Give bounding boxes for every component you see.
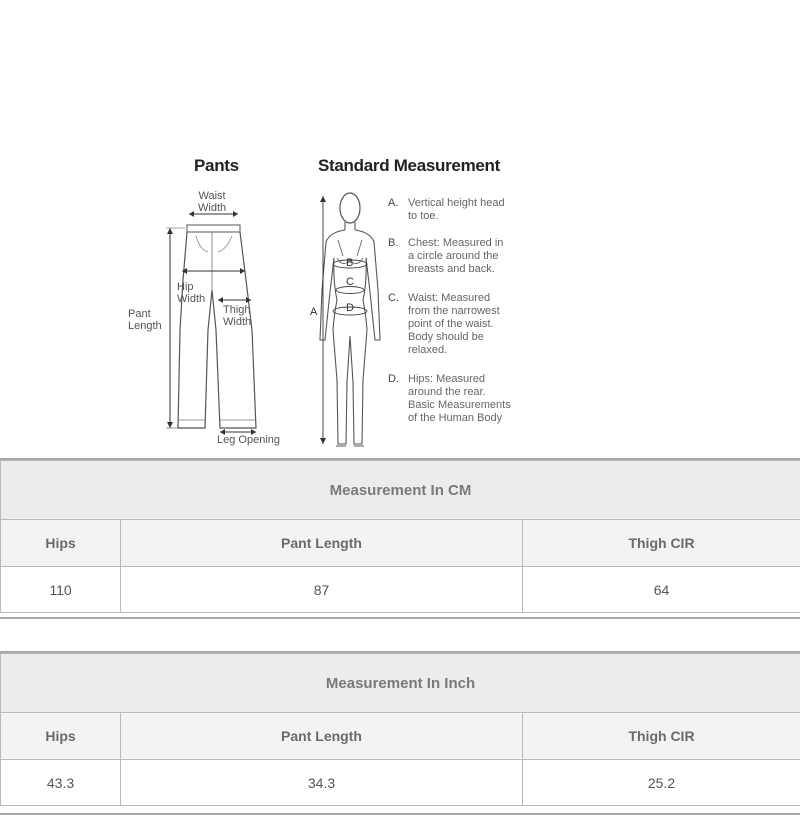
column-header-pant-length: Pant Length xyxy=(121,713,523,760)
measurement-cm-title: Measurement In CM xyxy=(1,461,800,520)
body-letter-b: B xyxy=(346,257,353,269)
cell-thigh-cir: 64 xyxy=(523,567,800,613)
hip-width-label: Hip Width xyxy=(177,281,205,305)
body-letter-a: A xyxy=(310,306,317,318)
measurement-inch-table xyxy=(0,653,800,806)
measurement-cm-table xyxy=(0,460,800,613)
column-header-hips: Hips xyxy=(1,520,121,567)
column-header-hips: Hips xyxy=(1,713,121,760)
leg-opening-label: Leg Opening xyxy=(217,434,280,446)
description-b: B. Chest: Measured in a circle around the breasts and back. xyxy=(388,237,538,276)
description-c: C. Waist: Measured from the narrowest point of the waist. Body should be relaxed. xyxy=(388,292,538,357)
standard-measurement-title: Standard Measurement xyxy=(318,156,500,176)
cell-pant-length: 34.3 xyxy=(121,760,523,806)
description-d: D. Hips: Measured around the rear. Basic Measurements of the Human Body xyxy=(388,373,538,425)
column-header-pant-length: Pant Length xyxy=(121,520,523,567)
cell-hips: 110 xyxy=(1,567,121,613)
cell-thigh-cir: 25.2 xyxy=(523,760,800,806)
column-header-thigh-cir: Thigh CIR xyxy=(523,713,800,760)
pants-title: Pants xyxy=(194,156,239,176)
table-row xyxy=(1,567,800,613)
thigh-width-label: Thigh Width xyxy=(223,304,251,328)
cell-hips: 43.3 xyxy=(1,760,121,806)
cell-pant-length: 87 xyxy=(121,567,523,613)
body-letter-c: C xyxy=(346,276,354,288)
column-header-thigh-cir: Thigh CIR xyxy=(523,520,800,567)
pant-length-label: Pant Length xyxy=(128,308,162,332)
waist-width-label: Waist Width xyxy=(198,190,226,214)
body-letter-d: D xyxy=(346,302,354,314)
description-a: A. Vertical height head to toe. xyxy=(388,197,538,223)
table-row xyxy=(1,760,800,806)
measurement-inch-title: Measurement In Inch xyxy=(1,654,800,713)
